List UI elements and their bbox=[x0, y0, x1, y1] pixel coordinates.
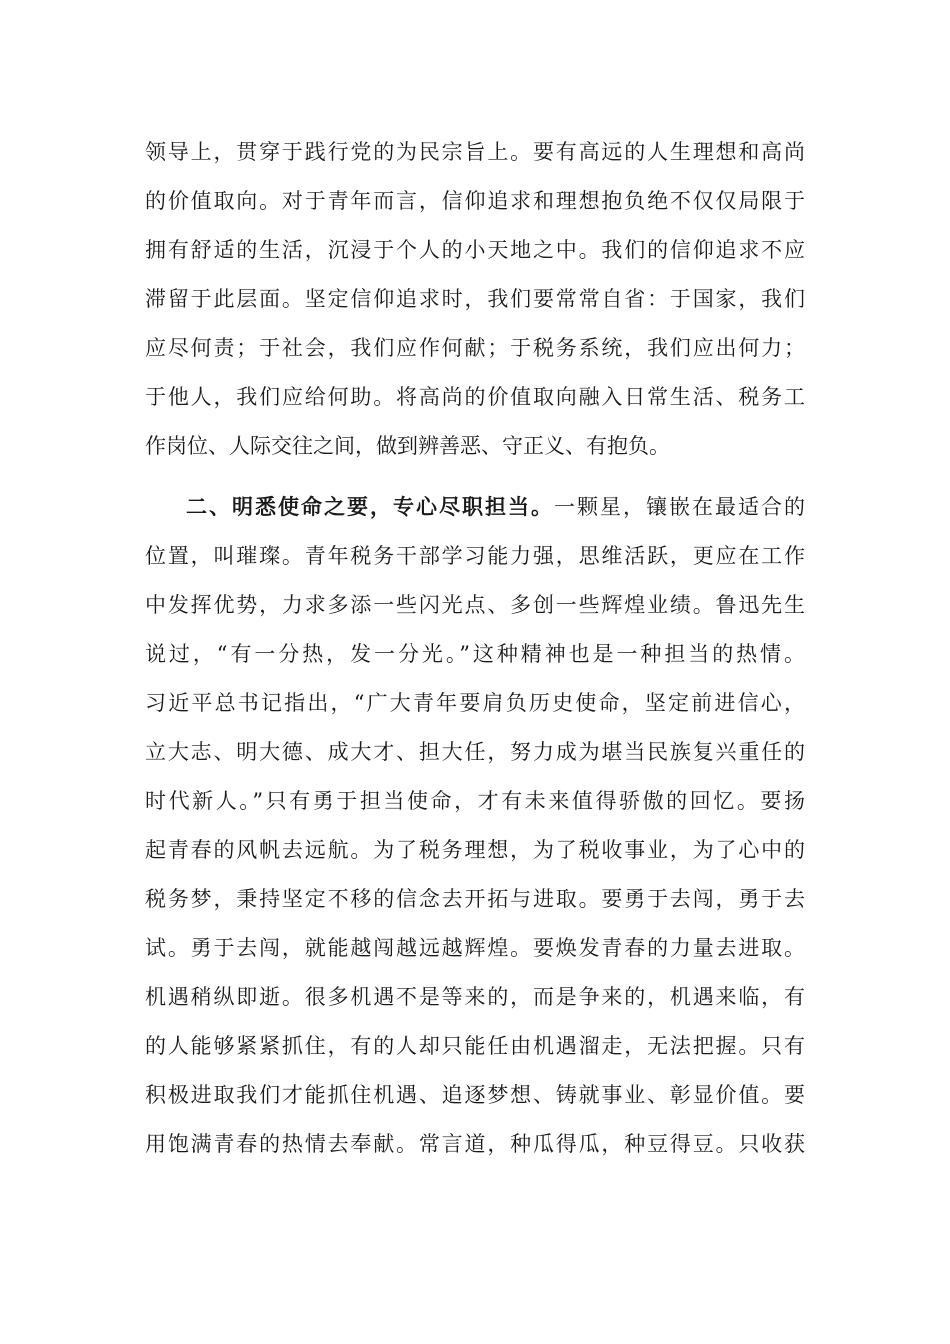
section-heading: 二、明悉使命之要，专心尽职担当。 bbox=[186, 494, 554, 519]
text-line-first bbox=[186, 487, 805, 527]
text-line: 的人能够紧紧抓住，有的人却只能任由机遇溜走，无法把握。只有 bbox=[145, 1034, 805, 1058]
text-line: 说过，“有一分热，发一分光。”这种精神也是一种担当的热情。 bbox=[145, 642, 805, 666]
text-line: 拥有舒适的生活，沉浸于个人的小天地之中。我们的信仰追求不应 bbox=[145, 238, 805, 262]
text-line: 中发挥优势，力求多添一些闪光点、多创一些辉煌业绩。鲁迅先生 bbox=[145, 593, 805, 617]
text-line: 领导上，贯穿于践行党的为民宗旨上。要有高远的人生理想和高尚 bbox=[145, 140, 805, 164]
text-line: 用饱满青春的热情去奉献。常言道，种瓜得瓜，种豆得豆。只收获 bbox=[145, 1132, 805, 1156]
text-line: 习近平总书记指出，“广大青年要肩负历史使命，坚定前进信心， bbox=[145, 691, 805, 715]
text-line: 税务梦，秉持坚定不移的信念去开拓与进取。要勇于去闯，勇于去 bbox=[145, 887, 805, 911]
text-line: 机遇稍纵即逝。很多机遇不是等来的，而是争来的，机遇来临，有 bbox=[145, 985, 805, 1009]
text-line: 位置，叫璀璨。青年税务干部学习能力强，思维活跃，更应在工作 bbox=[145, 544, 805, 568]
text-line: 起青春的风帆去远航。为了税务理想，为了税收事业，为了心中的 bbox=[145, 838, 805, 862]
heading-line-rest: 一颗星，镶嵌在最适合的 bbox=[554, 495, 805, 519]
text-line: 滞留于此层面。坚定信仰追求时，我们要常常自省：于国家，我们 bbox=[145, 287, 805, 311]
text-line: 应尽何责；于社会，我们应作何献；于税务系统，我们应出何力； bbox=[145, 336, 805, 360]
text-line: 试。勇于去闯，就能越闯越远越辉煌。要焕发青春的力量去进取。 bbox=[145, 936, 805, 960]
text-line: 的价值取向。对于青年而言，信仰追求和理想抱负绝不仅仅局限于 bbox=[145, 189, 805, 213]
text-line: 于他人，我们应给何助。将高尚的价值取向融入日常生活、税务工 bbox=[145, 385, 805, 409]
text-line: 作岗位、人际交往之间，做到辨善恶、守正义、有抱负。 bbox=[145, 434, 670, 458]
text-line: 立大志、明大德、成大才、担大任，努力成为堪当民族复兴重任的 bbox=[145, 740, 805, 764]
text-line: 时代新人。”只有勇于担当使命，才有未来值得骄傲的回忆。要扬 bbox=[145, 789, 805, 813]
text-line: 积极进取我们才能抓住机遇、追逐梦想、铸就事业、彰显价值。要 bbox=[145, 1083, 805, 1107]
